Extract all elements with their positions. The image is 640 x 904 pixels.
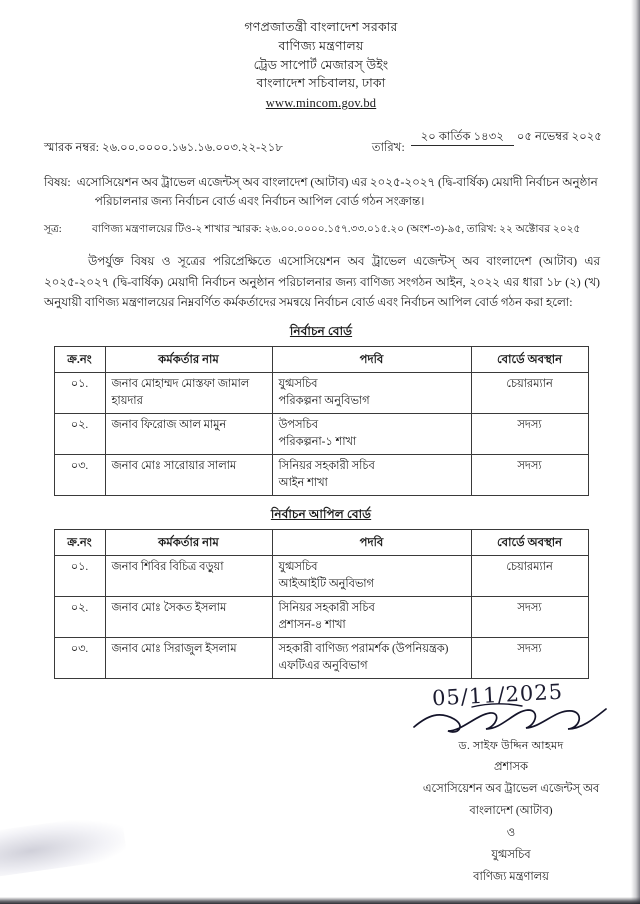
- subject-line-2: পরিচালনার জন্য নির্বাচন বোর্ড এবং নির্বাচন আপিল বোর্ড গঠন সংক্রান্ত।: [94, 194, 425, 209]
- table-row: [54, 455, 588, 496]
- scan-edge-bottom: [0, 897, 640, 904]
- cell-board-position: সদস্য: [471, 597, 588, 638]
- date-label: তারিখ:: [371, 140, 405, 154]
- designation-line-1: সিনিয়র সহকারী সচিব: [278, 460, 375, 473]
- memo-number-label: স্মারক নম্বর:: [44, 140, 100, 154]
- subject-line-1: এসোসিয়েশন অব ট্রাভেল এজেন্টস্ অব বাংলাদেশ (আটাব) এর ২০২৫-২০২৭ (দ্বি-বার্ষিক) মেয়াদী নির্বাচন অনুষ্ঠান: [76, 174, 598, 189]
- cell-board-position: সদস্য: [471, 638, 588, 679]
- cell-designation: [272, 556, 471, 597]
- signatory-conjunction: ও: [506, 826, 516, 839]
- govt-name: গণপ্রজাতন্ত্রী বাংলাদেশ সরকার: [244, 20, 398, 34]
- signatory-designation: প্রশাসক: [493, 761, 529, 774]
- col-serial: ক্র.নং: [54, 347, 105, 373]
- appeal-board-title: নির্বাচন আপিল বোর্ড: [270, 507, 372, 522]
- cell-officer-name: জনাব মোহাম্মদ মোস্তফা জামাল হায়দার: [105, 373, 272, 414]
- appeal-board-block: [34, 506, 608, 679]
- signature-block: [386, 679, 636, 888]
- signature-area: [34, 679, 608, 904]
- cell-serial: ০১.: [54, 373, 105, 414]
- designation-line-1: সহকারী বাণিজ্য পরামর্শক (উপনিয়ন্ত্রক): [278, 643, 449, 656]
- letterhead: [34, 18, 608, 113]
- cell-designation: [272, 455, 471, 496]
- cell-officer-name: জনাব মোঃ সিরাজুল ইসলাম: [105, 638, 272, 679]
- subject-row: [34, 173, 608, 212]
- col-officer-name: কর্মকর্তার নাম: [105, 347, 272, 373]
- cell-officer-name: জনাব মোঃ সারোয়ার সালাম: [105, 455, 272, 496]
- cell-designation: [272, 414, 471, 455]
- signatory-organization-line-2: বাংলাদেশ (আটাব): [469, 804, 553, 817]
- signatory-organization-line-1: এসোসিয়েশন অব ট্রাভেল এজেন্টস্ অব: [422, 783, 600, 796]
- designation-line-2: পরিকল্পনা-১ শাখা: [278, 436, 357, 449]
- designation-line-2: আইন শাখা: [278, 477, 328, 490]
- cell-officer-name: জনাব শিবির বিচিত্র বড়ুয়া: [105, 556, 272, 597]
- designation-line-1: যুগ্মসচিব: [278, 378, 318, 391]
- col-officer-name: কর্মকর্তার নাম: [105, 530, 272, 556]
- memo-date-row: [34, 127, 608, 158]
- appeal-board-table: [54, 529, 589, 679]
- col-designation: পদবি: [272, 530, 471, 556]
- ministry-name: বাণিজ্য মন্ত্রণালয়: [278, 38, 364, 53]
- memo-number: [44, 127, 283, 158]
- table-row: [54, 556, 588, 597]
- designation-line-1: সিনিয়র সহকারী সচিব: [278, 602, 375, 615]
- cell-board-position: সদস্য: [471, 414, 588, 455]
- table-row: [54, 597, 588, 638]
- cell-designation: [272, 638, 471, 679]
- signatory-post-line-1: যুগ্মসচিব: [491, 848, 531, 861]
- cell-designation: [272, 597, 471, 638]
- election-board-title: নির্বাচন বোর্ড: [289, 324, 353, 339]
- cell-officer-name: জনাব মোঃ সৈকত ইসলাম: [105, 597, 272, 638]
- designation-line-2: পরিকল্পনা অনুবিভাগ: [278, 395, 370, 408]
- subject-text: [77, 173, 600, 212]
- reference-row: [34, 221, 608, 238]
- scan-edge-right: [631, 0, 640, 904]
- designation-line-1: উপসচিব: [278, 419, 319, 432]
- handwritten-signature: [386, 679, 636, 741]
- designation-line-2: আইআইটি অনুবিভাগ: [278, 578, 374, 591]
- election-board-block: [34, 323, 608, 496]
- table-row: [54, 638, 588, 679]
- cell-board-position: চেয়ারম্যান: [471, 556, 588, 597]
- date-bengali: ২০ কার্তিক ১৪৩২: [411, 130, 514, 146]
- cell-serial: ০২.: [54, 414, 105, 455]
- table-header-row: [54, 530, 588, 556]
- cell-officer-name: জনাব ফিরোজ আল মামুন: [105, 414, 272, 455]
- website-link[interactable]: www.mincom.gov.bd: [265, 96, 377, 110]
- col-board-position: বোর্ডে অবস্থান: [471, 530, 588, 556]
- cell-designation: [272, 373, 471, 414]
- cell-serial: ০৩.: [54, 455, 105, 496]
- table-row: [54, 373, 588, 414]
- wing-name: ট্রেড সাপোর্ট মেজারস্ উইং: [253, 57, 389, 72]
- body-paragraph: উপর্যুক্ত বিষয় ও সূত্রের পরিপ্রেক্ষিতে এসোসিয়েশন অব ট্রাভেল এজেন্টস্ অব বাংলাদেশ (আটাব) এর ২০২৫-২০২৭ (দ্বি-বার্ষিক) মেয়াদী নির্বাচন অনুষ্ঠান পরিচালনার জন্য বাণিজ্য সংগঠন আইন, ২০২২ এর ধারা ১৮ (২) (খ) অনুযায়ী বাণিজ্য মন্ত্রণালয়ের নিম্নবর্ণিত কর্মকর্তাদের সমন্বয়ে নির্বাচন বোর্ড এবং নির্বাচন আপিল বোর্ড গঠন করা হলো:: [44, 254, 600, 310]
- date-stack: [411, 127, 602, 147]
- cell-serial: ০৩.: [54, 638, 105, 679]
- designation-line-1: যুগ্মসচিব: [278, 561, 318, 574]
- signatory-post-line-2: বাণিজ্য মন্ত্রণালয়: [473, 870, 549, 883]
- cell-serial: ০২.: [54, 597, 105, 638]
- reference-label: সূত্র:: [44, 223, 62, 235]
- cell-board-position: সদস্য: [471, 455, 588, 496]
- designation-line-2: প্রশাসন-৪ শাখা: [278, 619, 346, 632]
- cell-serial: ০১.: [54, 556, 105, 597]
- designation-line-2: এফটিএর অনুবিভাগ: [278, 660, 368, 673]
- date-gregorian: ০৫ নভেম্বর ২০২৫: [516, 129, 602, 143]
- date-block: [372, 127, 602, 158]
- col-board-position: বোর্ডে অবস্থান: [471, 347, 588, 373]
- subject-label: বিষয়:: [44, 174, 71, 189]
- table-row: [54, 414, 588, 455]
- cell-board-position: চেয়ারম্যান: [471, 373, 588, 414]
- reference-text: বাণিজ্য মন্ত্রণালয়ের টিও-২ শাখার স্মারক: ২৬.০০.০০০০.১৫৭.৩৩.০১৫.২০ (অংশ-৩)-৯৫, তারিখ: ২২ অক্টোবর ২০২৫: [92, 223, 581, 235]
- office-address: বাংলাদেশ সচিবালয়, ঢাকা: [256, 76, 386, 91]
- table-header-row: [54, 347, 588, 373]
- col-designation: পদবি: [272, 347, 471, 373]
- signatory-name: ড. সাইফ উদ্দিন আহমদ: [458, 740, 564, 753]
- col-serial: ক্র.নং: [54, 530, 105, 556]
- memo-number-value: ২৬.০০.০০০০.১৬১.১৬.০০৩.২২-২১৮: [101, 140, 283, 154]
- election-board-table: [54, 346, 589, 496]
- handwritten-date: 05/11/2025: [431, 679, 564, 711]
